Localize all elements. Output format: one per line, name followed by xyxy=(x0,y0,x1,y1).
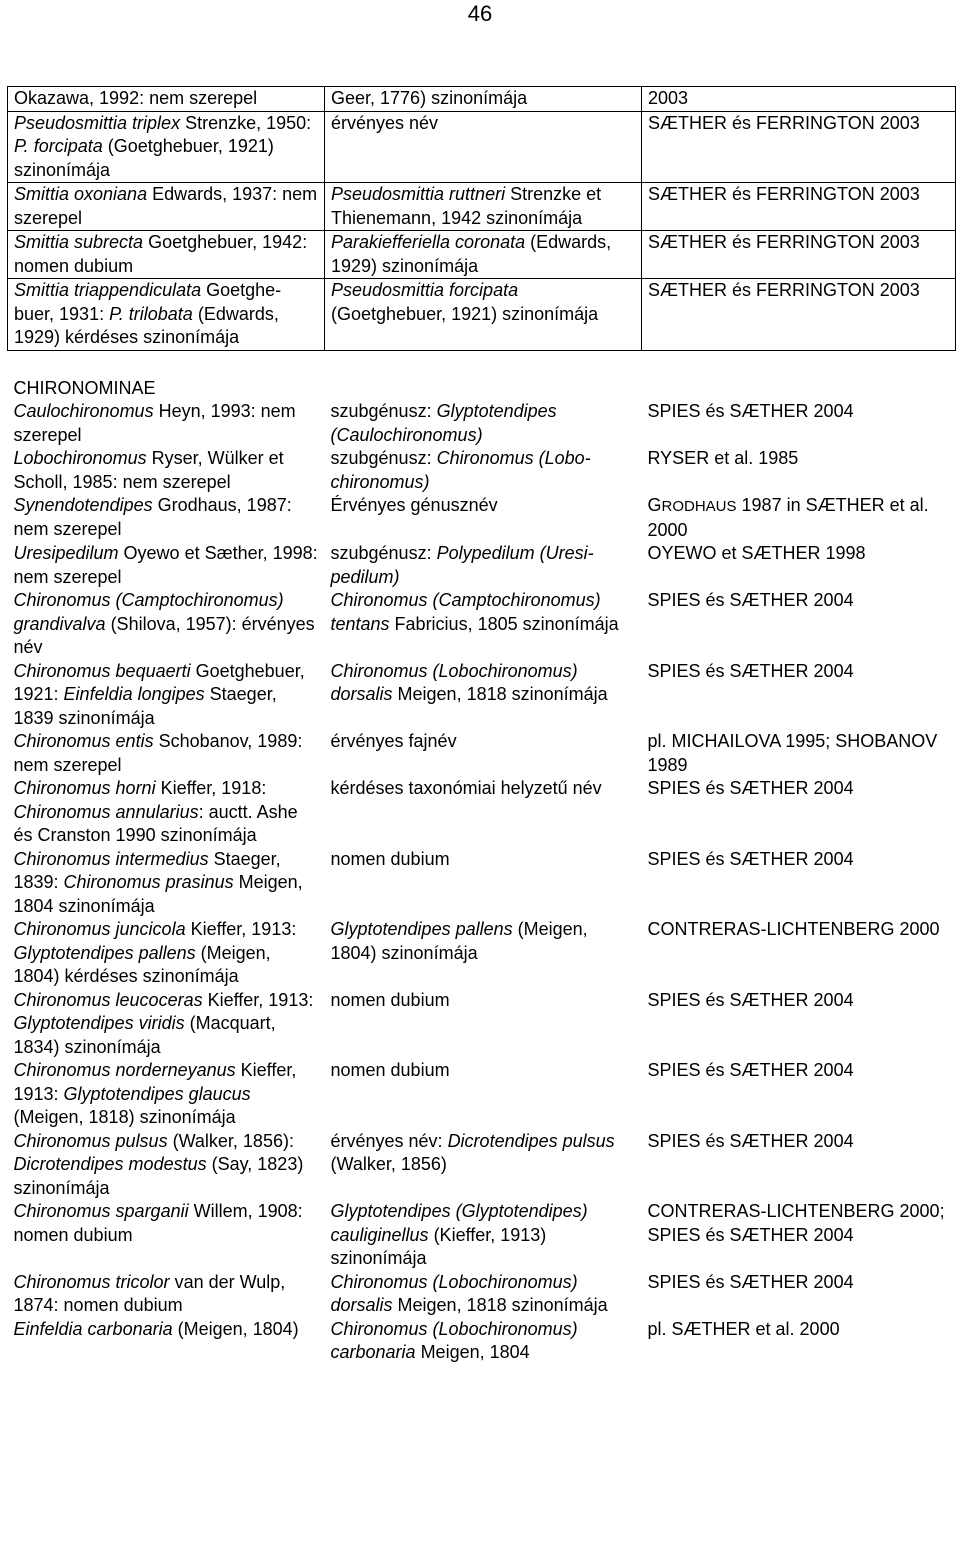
table-cell xyxy=(8,350,325,369)
table-cell: Smittia subrecta Goetghebuer, 1942: nomen dubium xyxy=(8,231,325,279)
section-heading-row xyxy=(8,369,956,401)
table-cell: Uresipedilum Oyewo et Sæther, 1998: nem szerepel xyxy=(13,543,318,587)
table-cell xyxy=(642,350,956,369)
table-row xyxy=(8,1271,956,1318)
table-cell: Chironomus (Camptochironomus) grandivalva (Shilova, 1957): érvényes név xyxy=(13,590,315,657)
table-cell: CONTRERAS-LICHTENBERG 2000; SPIES és SÆTHER 2004 xyxy=(647,1201,945,1245)
table-cell: Parakiefferiella coronata (Edwards, 1929) szinonímája xyxy=(325,231,642,279)
table-cell: Chironomus norderneyanus Kieffer, 1913: Glyptotendipes glaucus (Meigen, 1818) szinonímája xyxy=(13,1060,297,1127)
table-cell: GRODHAUS 1987 in SÆTHER et al. 2000 xyxy=(647,495,929,540)
table-cell: Lobochironomus Ryser, Wülker et Scholl, 1985: nem szerepel xyxy=(13,448,284,492)
table-cell: Geer, 1776) szinonímája xyxy=(325,87,642,112)
table-cell: 2003 xyxy=(642,87,956,112)
table-row xyxy=(8,989,956,1060)
table-cell: érvényes név xyxy=(325,111,642,183)
section-title: CHIRONOMINAE xyxy=(13,377,156,398)
table-cell: érvényes név: Dicrotendipes pulsus (Walker, 1856) xyxy=(330,1130,615,1174)
table-row xyxy=(8,848,956,919)
table-cell: nomen dubium xyxy=(330,989,450,1010)
table-row xyxy=(8,730,956,777)
table-row xyxy=(8,447,956,494)
table-cell: SPIES és SÆTHER 2004 xyxy=(647,590,854,610)
table-row xyxy=(8,660,956,731)
table-row xyxy=(8,1318,956,1365)
table-cell: SPIES és SÆTHER 2004 xyxy=(647,1130,854,1151)
table-cell: Caulochironomus Heyn, 1993: nem szerepel xyxy=(13,401,296,445)
table-cell: Érvényes génusznév xyxy=(330,495,498,515)
table-cell: SPIES és SÆTHER 2004 xyxy=(647,1271,854,1292)
table-cell: Chironomus horni Kieffer, 1918: Chironomus annularius: auctt. Ashe és Cranston 1990 szinonímája xyxy=(13,778,298,845)
table-row xyxy=(8,494,956,542)
table-cell: OYEWO et SÆTHER 1998 xyxy=(647,543,866,563)
table-cell: RYSER et al. 1985 xyxy=(647,448,799,468)
table-cell: Chironomus juncicola Kieffer, 1913: Glyptotendipes pallens (Meigen, 1804) kérdéses szinonímája xyxy=(13,919,297,986)
table-cell: Chironomus leucoceras Kieffer, 1913: Glyptotendipes viridis (Macquart, 1834) szinonímája xyxy=(13,989,314,1057)
table-cell: Smittia triappendiculata Goetghe-buer, 1931: P. trilobata (Edwards, 1929) kérdéses szinonímája xyxy=(8,279,325,351)
table-cell: nomen dubium xyxy=(330,848,450,869)
table-row xyxy=(8,777,956,848)
table-cell: SÆTHER és FERRINGTON 2003 xyxy=(642,231,956,279)
table-cell: szubgénusz: Polypedilum (Uresi-pedilum) xyxy=(330,543,594,587)
synonym-table xyxy=(7,86,956,1365)
page-number: 46 xyxy=(467,1,493,26)
table-cell: Einfeldia carbonaria (Meigen, 1804) xyxy=(13,1318,299,1339)
table-cell: Chironomus (Lobochironomus) dorsalis Meigen, 1818 szinonímája xyxy=(330,1271,608,1315)
table-cell: Okazawa, 1992: nem szerepel xyxy=(8,87,325,112)
table-cell: SPIES és SÆTHER 2004 xyxy=(647,401,854,421)
table-row xyxy=(8,279,956,351)
table-cell: Chironomus bequaerti Goetghebuer, 1921: Einfeldia longipes Staeger, 1839 szinonímája xyxy=(13,660,305,728)
table-cell: érvényes fajnév xyxy=(330,731,457,751)
table-cell: Smittia oxoniana Edwards, 1937: nem szerepel xyxy=(8,183,325,231)
table-cell: CONTRERAS-LICHTENBERG 2000 xyxy=(647,919,940,939)
table-cell: Chironomus intermedius Staeger, 1839: Chironomus prasinus Meigen, 1804 szinonímája xyxy=(13,848,303,916)
table-cell: Chironomus pulsus (Walker, 1856): Dicrotendipes modestus (Say, 1823) szinonímája xyxy=(13,1130,304,1198)
table-cell: Chironomus tricolor van der Wulp, 1874: nomen dubium xyxy=(13,1271,286,1315)
table-cell: Glyptotendipes (Glyptotendipes) cauliginellus (Kieffer, 1913) szinonímája xyxy=(330,1201,588,1268)
table-cell: nomen dubium xyxy=(330,1060,450,1080)
table-cell: SÆTHER és FERRINGTON 2003 xyxy=(642,279,956,351)
table-row xyxy=(8,1130,956,1201)
table-row xyxy=(8,183,956,231)
table-cell: Pseudosmittia triplex Strenzke, 1950: P. forcipata (Goetghebuer, 1921) szinonímája xyxy=(8,111,325,183)
table-cell: kérdéses taxonómiai helyzetű név xyxy=(330,778,602,798)
table-cell: SÆTHER és FERRINGTON 2003 xyxy=(642,183,956,231)
table-cell: Chironomus (Lobochironomus) carbonaria Meigen, 1804 xyxy=(330,1318,578,1362)
table-cell: Chironomus sparganii Willem, 1908: nomen dubium xyxy=(13,1201,303,1245)
table-row xyxy=(8,87,956,112)
table-cell: Synendotendipes Grodhaus, 1987: nem szerepel xyxy=(13,495,292,539)
table-cell: SPIES és SÆTHER 2004 xyxy=(647,989,854,1010)
table-row xyxy=(8,589,956,660)
table-cell: SPIES és SÆTHER 2004 xyxy=(647,778,854,798)
table-cell: Chironomus entis Schobanov, 1989: nem szerepel xyxy=(13,731,303,775)
table-row xyxy=(8,542,956,589)
table-row xyxy=(8,1200,956,1271)
table-cell: Glyptotendipes pallens (Meigen, 1804) szinonímája xyxy=(330,919,588,963)
table-cell xyxy=(325,350,642,369)
table-cell: SÆTHER és FERRINGTON 2003 xyxy=(642,111,956,183)
table-cell: Chironomus (Lobochironomus) dorsalis Meigen, 1818 szinonímája xyxy=(330,660,608,704)
table-cell: SPIES és SÆTHER 2004 xyxy=(647,1060,854,1080)
table-cell: Pseudosmittia forcipata (Goetghebuer, 1921) szinonímája xyxy=(325,279,642,351)
table-row xyxy=(8,111,956,183)
section-spacer xyxy=(8,350,956,369)
table-cell: SPIES és SÆTHER 2004 xyxy=(647,660,854,681)
table-cell: pl. MICHAILOVA 1995; SHOBANOV 1989 xyxy=(647,731,938,775)
table-row xyxy=(8,918,956,989)
table-row xyxy=(8,400,956,447)
table-cell: pl. SÆTHER et al. 2000 xyxy=(647,1318,840,1339)
table-cell: szubgénusz: Glyptotendipes (Caulochironomus) xyxy=(330,401,557,445)
table-cell: SPIES és SÆTHER 2004 xyxy=(647,848,854,869)
table-cell: Pseudosmittia ruttneri Strenzke et Thienemann, 1942 szinonímája xyxy=(325,183,642,231)
table-cell: Chironomus (Camptochironomus) tentans Fabricius, 1805 szinonímája xyxy=(330,590,619,634)
table-cell: szubgénusz: Chironomus (Lobo-chironomus) xyxy=(330,448,591,492)
table-row xyxy=(8,231,956,279)
table-row xyxy=(8,1059,956,1130)
